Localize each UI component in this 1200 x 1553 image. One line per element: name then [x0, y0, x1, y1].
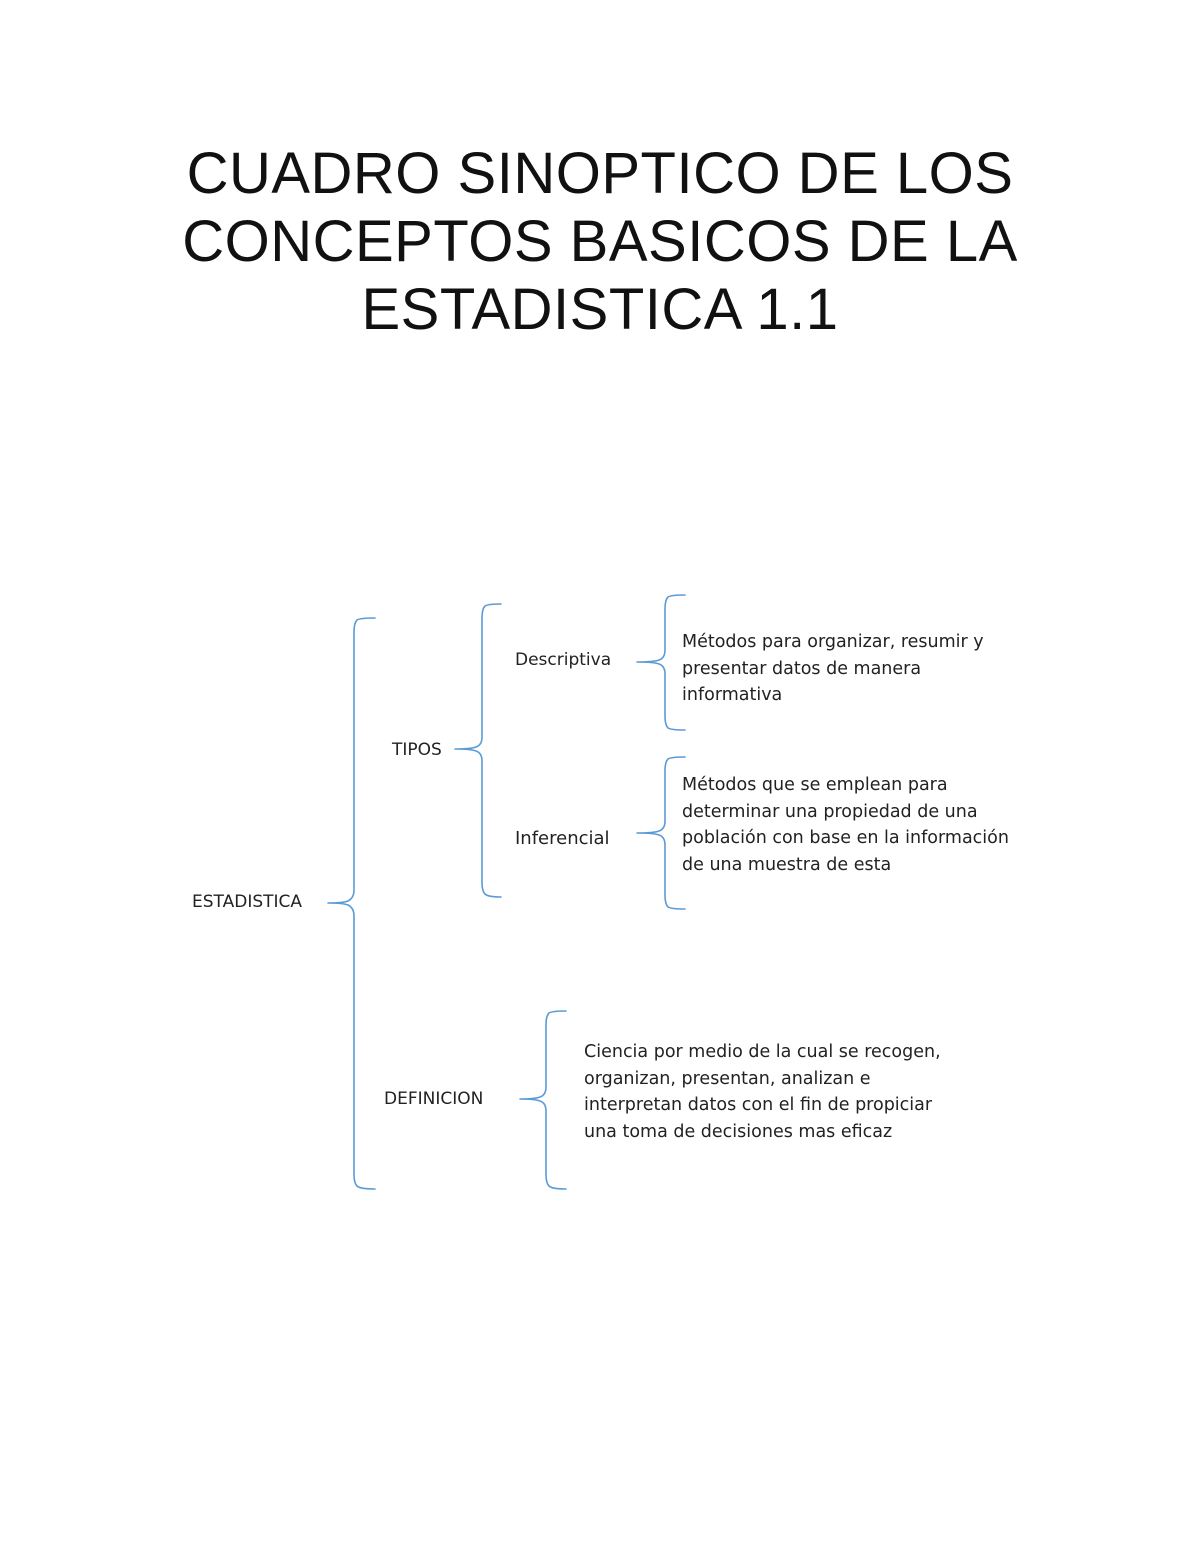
description-line: Ciencia por medio de la cual se recogen,: [584, 1042, 941, 1062]
title-line-2: CONCEPTOS BASICOS DE LA: [182, 209, 1018, 274]
description-line: una toma de decisiones mas eficaz: [584, 1121, 893, 1142]
description-descriptiva: [682, 629, 984, 709]
brace-definicion: [520, 1011, 566, 1189]
description-line: informativa: [682, 685, 783, 705]
brace-descriptiva: [637, 595, 685, 730]
description-line: determinar una propiedad de una: [682, 801, 978, 822]
description-line: interpretan datos con el fin de propiciar: [584, 1095, 933, 1115]
title-line-1: CUADRO SINOPTICO DE LOS: [186, 141, 1014, 206]
brace-root: [328, 618, 375, 1189]
description-line: Métodos que se emplean para: [682, 775, 948, 795]
description-line: presentar datos de manera: [682, 658, 922, 679]
node-definicion: DEFINICION: [384, 1089, 484, 1109]
description-line: población con base en la información: [682, 828, 1009, 848]
description-line: organizan, presentan, analizan e: [584, 1068, 871, 1089]
node-estadistica: ESTADISTICA: [192, 892, 303, 912]
node-descriptiva: Descriptiva: [515, 650, 612, 670]
description-line: de una muestra de esta: [682, 854, 892, 875]
description-definicion: [584, 1039, 941, 1145]
description-inferencial: [682, 772, 1009, 878]
brace-inferencial: [637, 757, 685, 909]
description-line: Métodos para organizar, resumir y: [682, 632, 984, 652]
node-inferencial: Inferencial: [515, 828, 610, 849]
brace-tipos: [455, 604, 501, 897]
title-line-3: ESTADISTICA 1.1: [361, 277, 839, 342]
node-tipos: TIPOS: [392, 740, 442, 760]
